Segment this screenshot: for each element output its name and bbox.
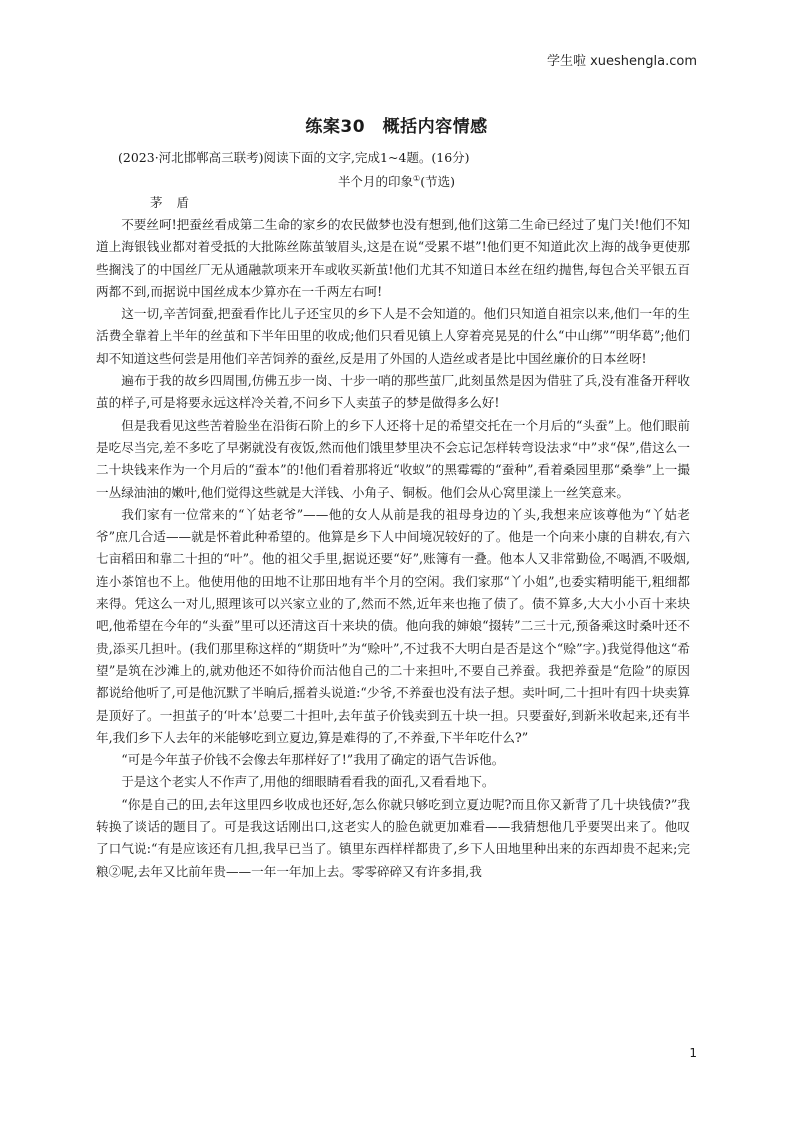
passage-title-suffix: (节选) [420, 174, 455, 189]
paragraph: “可是今年茧子价钱不会像去年那样好了!”我用了确定的语气告诉他。 [121, 752, 505, 768]
passage-body [96, 214, 690, 883]
site-watermark: 学生啦 xueshengla.com [546, 54, 697, 69]
page-title: 练案30 概括内容情感 [305, 117, 488, 137]
paragraph: 这一切,辛苦饲蚕,把蚕看作比儿子还宝贝的乡下人是不会知道的。他们只知道自祖宗以来,他们一年的生活费全靠着上半年的丝茧和下半年田里的收成;他们只看见镇上人穿着亮晃晃的什么“中山绑”“明华葛”;他们却不知道这些何尝是用他们辛苦饲养的蚕丝,反是用了外国的人造丝或者是比中国丝廉价的日本丝呀! [96, 306, 690, 366]
exercise-instruction: (2023·河北邯郸高三联考)阅读下面的文字,完成1~4题。(16分) [118, 150, 470, 165]
paragraph: 遍布于我的故乡四周围,仿佛五步一岗、十步一哨的那些茧厂,此刻虽然是因为借驻了兵,没有准备开秤收茧的样子,可是将要永远这样冷关着,不问乡下人卖茧子的梦是做得多么好! [96, 373, 690, 411]
paragraph: 不要丝呵!把蚕丝看成第二生命的家乡的农民做梦也没有想到,他们这第二生命已经过了鬼门关!他们不知道上海银钱业都对着受抵的大批陈丝陈茧皱眉头,这是在说“受累不堪”!他们更不知道此次上海的战争更使那些搁浅了的中国丝厂无从通融款项来开车或收买新茧!他们尤其不知道日本丝在纽约抛售,每包合关平银五百两都不到,而据说中国丝成本少算亦在一千两左右呵! [96, 217, 690, 299]
passage-title [0, 172, 793, 190]
paragraph: 于是这个老实人不作声了,用他的细眼睛看看我的面孔,又看看地下。 [121, 774, 495, 790]
author-name: 茅盾 [150, 195, 204, 210]
passage-title-text: 半个月的印象 [338, 174, 414, 189]
page-number: 1 [689, 1046, 697, 1060]
paragraph: 但是我看见这些苦着脸坐在沿街石阶上的乡下人还将十足的希望交托在一个月后的“头蚕”上。他们眼前是吃尽当完,差不多吃了早粥就没有夜饭,然而他们饿里梦里决不会忘记怎样转弯设法求“中”求“保”,借这么一二十块钱来作为一个月后的“蚕本”的!他们看着那将近“收蚁”的黑霉霉的“蚕种”,看着桑园里那“桑拳”上一撮一丛绿油油的嫩叶,他们觉得这些就是大洋钱、小角子、铜板。他们会从心窝里漾上一丝笑意来。 [96, 417, 690, 500]
paragraph: “你是自己的田,去年这里四乡收成也还好,怎么你就只够吃到立夏边呢?而且你又新背了几十块钱债?”我转换了谈话的题目了。可是我这话刚出口,这老实人的脸色就更加难看——我猜想他几乎要哭出来了。他叹了口气说:“有是应该还有几担,我早已当了。镇里东西样样都贵了,乡下人田地里种出来的东西却贵不起来;完粮②呢,去年又比前年贵——一年一年加上去。零零碎碎又有许多捐,我 [96, 796, 690, 879]
paragraph: 我们家有一位常来的“丫姑老爷”——他的女人从前是我的祖母身边的丫头,我想来应该尊他为“丫姑老爷”庶几合适——就是怀着此种希望的。他算是乡下人中间境况较好的了。他是一个向来小康的自耕农,有六七亩稻田和靠二十担的“叶”。他的祖父手里,据说还要“好”,账簿有一叠。他本人又非常勤俭,不喝酒,不吸烟,连小茶馆也不上。他使用他的田地不让那田地有半个月的空闲。我们家那“丫小姐”,也委实精明能干,粗细都来得。凭这么一对儿,照理该可以兴家立业的了,然而不然,近年来也拖了债了。债不算多,大大小小百十来块吧,他希望在今年的“头蚕”里可以还清这百十来块的债。他向我的婶娘“掇转”二三十元,预备乘这时桑叶还不贵,添买几担叶。(我们那里称这样的“期货叶”为“赊叶”,不过我不大明白是否是这个“赊”字。)我觉得他这“希望”是筑在沙滩上的,就劝他还不如待价而沽他自己的二十来担叶,不要自己养蚕。我把养蚕是“危险”的原因都说给他听了,可是他沉默了半晌后,摇着头说道:“少爷,不养蚕也没有法子想。卖叶呵,二十担叶有四十块卖算是顶好了。一担茧子的‘叶本’总要二十担叶,去年茧子价钱卖到五十块一担。只要蚕好,到新米收起来,还有半年,我们乡下人去年的米能够吃到立夏边,算是难得的了,不养蚕,下半年吃什么?” [96, 506, 690, 745]
footnote-marker: ① [413, 173, 421, 183]
